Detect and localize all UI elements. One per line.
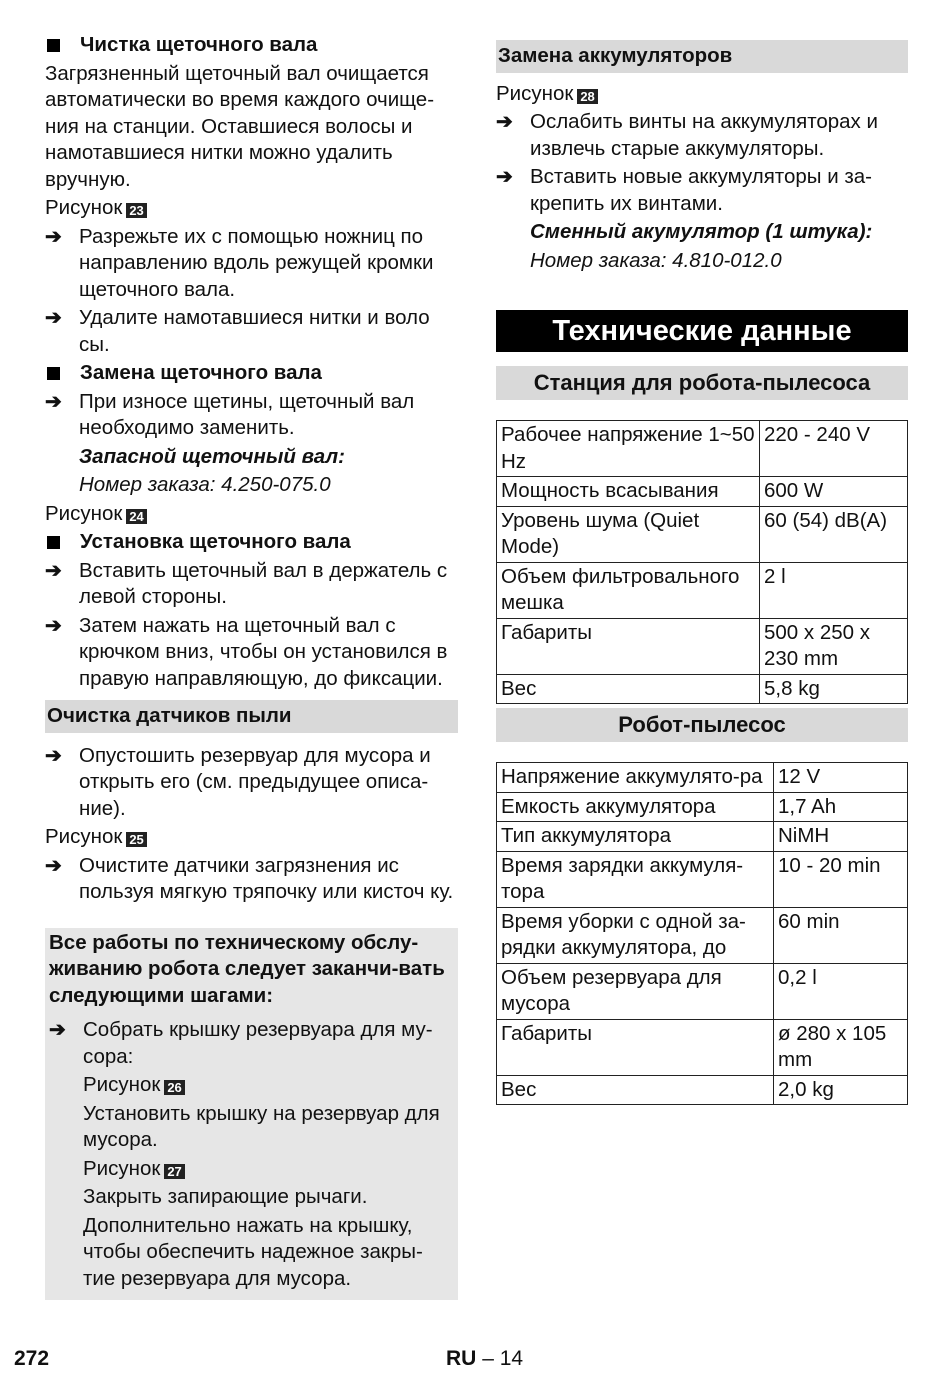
figure-ref: Рисунок 25 [45,824,458,851]
step-item: ➔ Вставить новые аккумуляторы и за-крепить их винтами. [496,164,908,217]
spec-name-cell: Вес [497,674,760,704]
table-row [497,963,908,1019]
figure-number: 28 [577,89,597,104]
spec-name-cell: Напряжение аккумулято-ра [497,763,774,793]
step-item: ➔ Опустошить резервуар для мусора и открыть его (см. предыдущее описа-ние). [45,743,458,823]
spec-name-cell: Емкость аккумулятора [497,792,774,822]
language-code: RU [446,1347,477,1370]
step-item: ➔ Вставить щеточный вал в держатель с левой стороны. [45,558,458,611]
spec-name-cell: Габариты [497,618,760,674]
note-text: Установить крышку на резервуар для мусора. [83,1101,440,1151]
spec-value-cell: 12 V [774,763,908,793]
spec-value-cell: 600 W [760,477,908,507]
spec-value-cell: 5,8 kg [760,674,908,704]
table-row [497,562,908,618]
spare-part-label: Запасной щеточный вал: [79,444,345,468]
figure-ref: Рисунок 28 [496,81,908,108]
spec-name-cell: Объем резервуара для мусора [497,963,774,1019]
step-item: ➔ При износе щетины, щеточный вал необходимо заменить. [45,389,458,442]
heading-brush-replace: Замена щеточного вала [45,360,458,387]
arrow-icon: ➔ [49,1019,66,1041]
subheading-battery: Замена аккумуляторов [496,40,908,73]
spec-name-cell: Уровень шума (Quiet Mode) [497,506,760,562]
step-item: ➔ Разрежьте их с помощью ножниц по направлению вдоль режущей кромки щеточного вала. [45,224,458,304]
arrow-icon: ➔ [45,744,62,767]
spec-value-cell: 0,2 l [774,963,908,1019]
spec-name-cell: Тип аккумулятора [497,822,774,852]
table-row [497,1075,908,1105]
spec-value-cell: 2,0 kg [774,1075,908,1105]
heading-station: Станция для робота-пылесоса [496,366,908,400]
spare-part-label: Сменный акумулятор (1 штука): [530,220,873,243]
spec-value-cell: 60 (54) dB(A) [760,506,908,562]
arrow-icon: ➔ [45,614,62,637]
square-bullet-icon [47,536,60,549]
arrow-icon: ➔ [45,225,62,248]
figure-ref: Рисунок 23 [45,195,458,222]
heading-brush-clean: Чистка щеточного вала [45,32,458,59]
note-title: Все работы по техническому обслу-живанию робота следует заканчи-вать следующими шагами: [49,930,445,1007]
table-row [497,1019,908,1075]
step-item: ➔ Очистите датчики загрязнения ис пользуя мягкую тряпочку или кисточ ку. [45,853,458,906]
spec-value-cell: 500 x 250 x 230 mm [760,618,908,674]
step-item: ➔ Собрать крышку резервуара для му-сора: [49,1017,454,1070]
paragraph: Загрязненный щеточный вал очищается автоматически во время каждого очище-ния на станции. Оставшиеся волосы и намотавшиеся нитки можно удалить вручную. [45,61,435,191]
figure-ref: Рисунок 24 [45,501,458,528]
spec-value-cell: 60 min [774,907,908,963]
page-number: 272 [14,1347,50,1370]
arrow-icon: ➔ [496,111,513,133]
robot-spec-table [496,762,908,1105]
right-column [496,32,908,1105]
spec-name-cell: Габариты [497,1019,774,1075]
figure-number: 25 [126,832,146,847]
figure-ref: Рисунок 26 [49,1072,454,1099]
arrow-icon: ➔ [496,166,513,188]
spec-value-cell: 10 - 20 min [774,851,908,907]
spec-name-cell: Рабочее напряжение 1~50 Hz [497,421,760,477]
note-text: Закрыть запирающие рычаги. [83,1185,368,1208]
spec-value-cell: 2 l [760,562,908,618]
table-row [497,907,908,963]
table-row [497,477,908,507]
table-row [497,618,908,674]
spec-value-cell: 1,7 Ah [774,792,908,822]
note-text: Дополнительно нажать на крышку, чтобы обеспечить надежное закры-тие резервуара для мусора. [83,1213,423,1290]
spec-value-cell: NiMH [774,822,908,852]
station-spec-table [496,420,908,704]
subheading-dust-sensors: Очистка датчиков пыли [45,700,458,733]
step-item: ➔ Затем нажать на щеточный вал с крючком вниз, чтобы он установился в правую направляющую, до фиксации. [45,613,458,693]
table-row [497,792,908,822]
square-bullet-icon [47,39,60,52]
figure-number: 27 [164,1164,184,1179]
arrow-icon: ➔ [45,854,62,877]
figure-number: 23 [126,203,146,218]
table-row [497,822,908,852]
order-number: Номер заказа: 4.810-012.0 [530,248,782,272]
footer-dash: – [482,1347,494,1370]
spec-value-cell: 220 - 240 V [760,421,908,477]
spec-name-cell: Время уборки с одной за-рядки аккумулятора, до [497,907,774,963]
step-item: ➔ Ослабить винты на аккумуляторах и извлечь старые аккумуляторы. [496,109,908,162]
arrow-icon: ➔ [45,390,62,413]
table-row [497,421,908,477]
table-row [497,506,908,562]
heading-tech-data: Технические данные [496,310,908,352]
table-row [497,674,908,704]
footer-lang-page [446,1346,523,1373]
spec-value-cell: ø 280 x 105 mm [774,1019,908,1075]
heading-robot: Робот-пылесос [496,708,908,742]
square-bullet-icon [47,367,60,380]
left-column [45,32,458,1300]
arrow-icon: ➔ [45,307,62,329]
sub-page-number: 14 [499,1347,524,1370]
heading-brush-install: Установка щеточного вала [45,529,458,556]
spec-name-cell: Объем фильтровального мешка [497,562,760,618]
table-row [497,763,908,793]
maintenance-note-box [45,928,458,1301]
spec-name-cell: Мощность всасывания [497,477,760,507]
spec-name-cell: Вес [497,1075,774,1105]
order-number: Номер заказа: 4.250-075.0 [79,473,331,496]
spec-name-cell: Время зарядки аккумуля-тора [497,851,774,907]
table-row [497,851,908,907]
figure-number: 26 [164,1080,184,1095]
step-item: ➔ Удалите намотавшиеся нитки и воло сы. [45,305,458,358]
arrow-icon: ➔ [45,559,62,582]
figure-ref: Рисунок 27 [49,1156,454,1183]
figure-number: 24 [126,509,146,524]
